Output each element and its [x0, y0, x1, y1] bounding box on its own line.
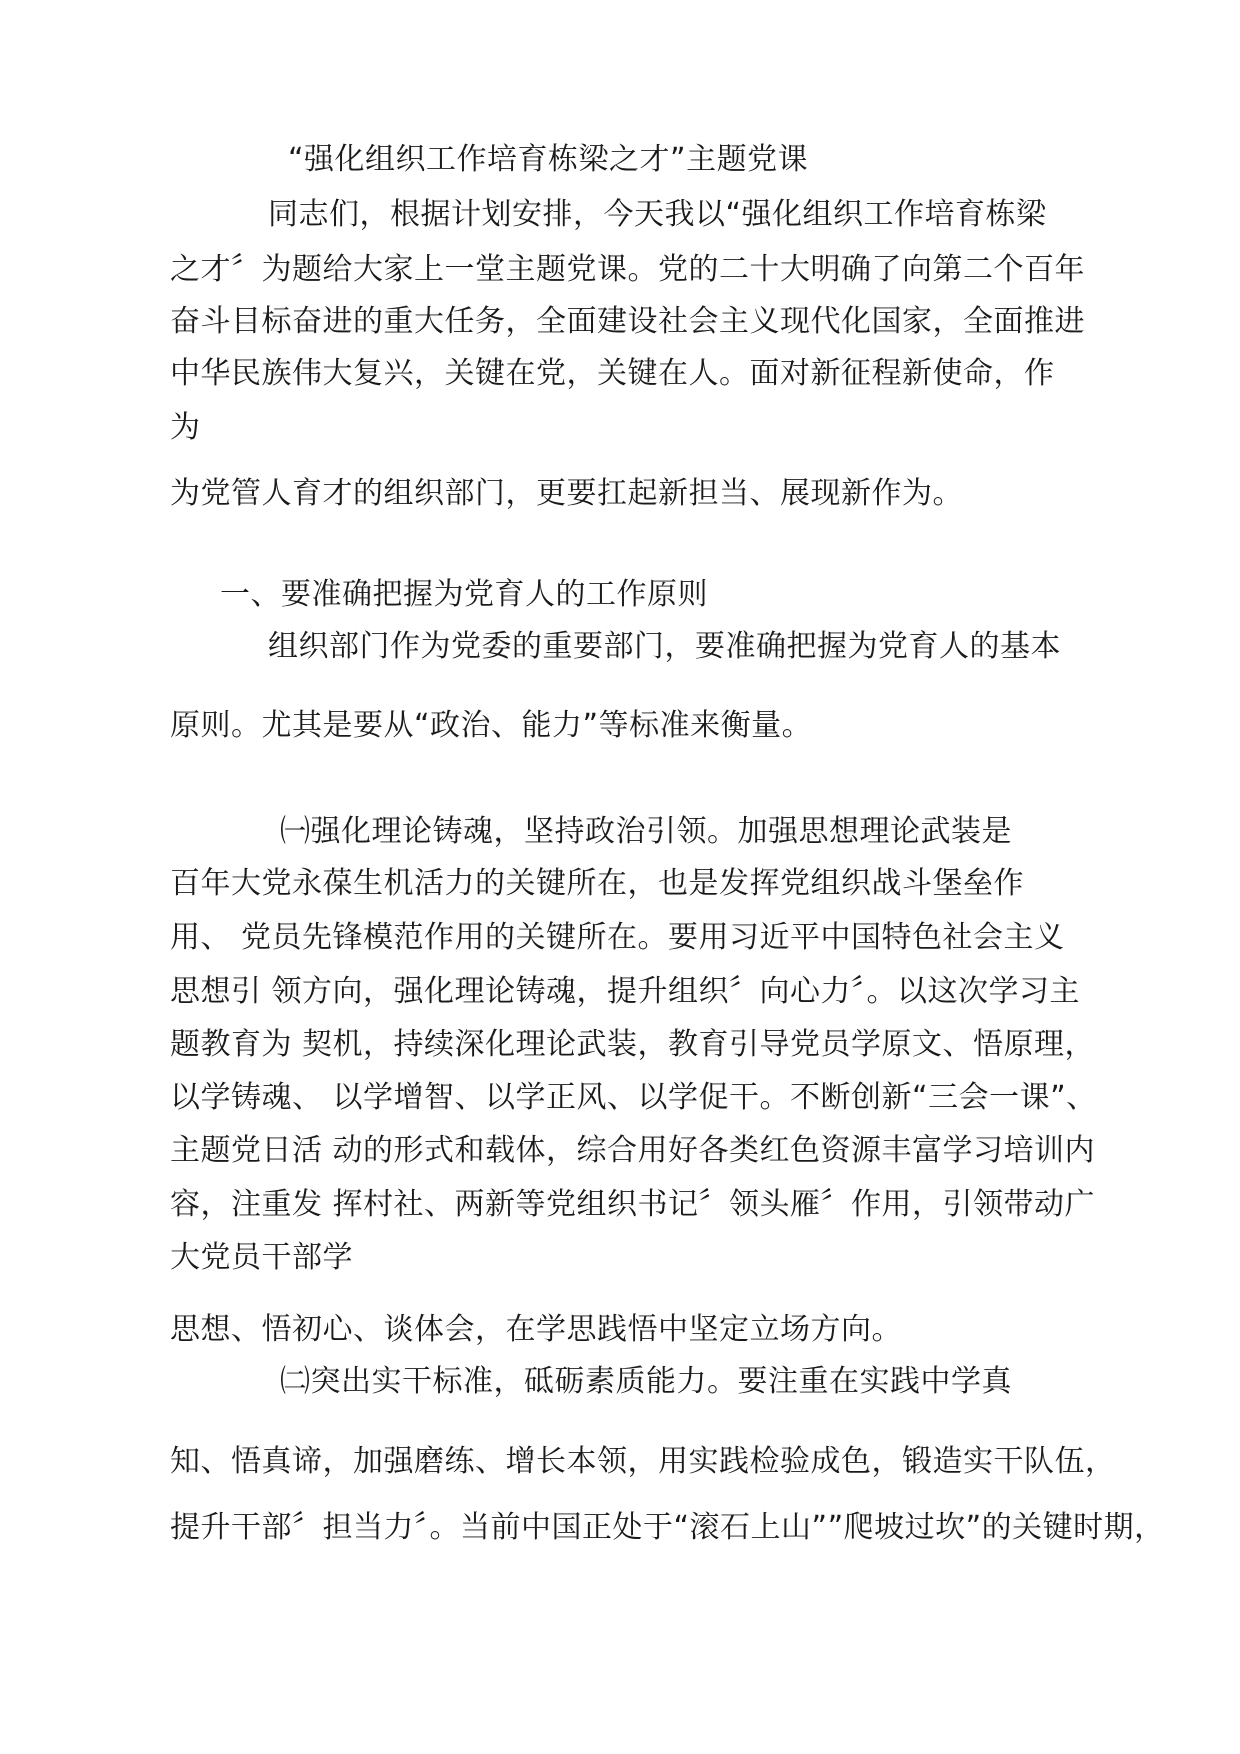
document-title: “强化组织工作培育栋梁之才”主题党课 — [288, 142, 809, 177]
paragraph-3-line-7: 主题党日活 动的形式和载体，综合用好各类红色资源丰富学习培训内 — [170, 1133, 1096, 1168]
paragraph-4-line-3: 提升干部〞担当力〞。当前中国正处于“滚石上山””爬坡过坎”的关键时期， — [170, 1510, 1165, 1545]
paragraph-3-line-2: 百年大党永葆生机活力的关键所在，也是发挥党组织战斗堡垒作 — [170, 866, 1024, 901]
paragraph-2-line-1: 组织部门作为党委的重要部门，要准确把握为党育人的基本 — [268, 629, 1061, 664]
paragraph-3-line-6: 以学铸魂、 以学增智、以学正风、以学促干。不断创新“三会一课”、 — [170, 1080, 1097, 1115]
paragraph-2-line-2: 原则。尤其是要从“政治、能力”等标准来衡量。 — [170, 708, 813, 743]
paragraph-1-line-3: 奋斗目标奋进的重大任务，全面建设社会主义现代化国家，全面推进 — [170, 304, 1085, 339]
paragraph-3-line-8: 容，注重发 挥村社、两新等党组织书记〞领头雁〞作用，引领带动广 — [170, 1187, 1096, 1222]
section-heading-1: 一、要准确把握为党育人的工作原则 — [220, 577, 708, 612]
paragraph-1-line-5: 为 — [170, 410, 201, 445]
paragraph-3-line-5: 题教育为 契机，持续深化理论武装，教育引导党员学原文、悟原理， — [170, 1027, 1096, 1062]
paragraph-3-line-3: 用、 党员先锋模范作用的关键所在。要用习近平中国特色社会主义 — [170, 920, 1065, 955]
paragraph-4-line-1: ㈡突出实干标准，砥砺素质能力。要注重在实践中学真 — [280, 1364, 1012, 1399]
paragraph-3-line-10: 思想、悟初心、谈体会，在学思践悟中坚定立场方向。 — [170, 1312, 902, 1347]
paragraph-3-line-9: 大党员干部学 — [170, 1240, 353, 1275]
paragraph-1-line-4: 中华民族伟大复兴，关键在党，关键在人。面对新征程新使命，作 — [170, 356, 1055, 391]
paragraph-1-line-1: 同志们，根据计划安排，今天我以“强化组织工作培育栋梁 — [268, 197, 1047, 232]
paragraph-3-line-1: ㈠强化理论铸魂，坚持政治引领。加强思想理论武装是 — [280, 814, 1012, 849]
paragraph-1-line-2: 之才〞为题给大家上一堂主题党课。党的二十大明确了向第二个百年 — [170, 252, 1085, 287]
paragraph-4-line-2: 知、悟真谛，加强磨练、增长本领，用实践检验成色，锻造实干队伍， — [170, 1444, 1116, 1479]
paragraph-1-line-6: 为党管人育才的组织部门，更要扛起新担当、展现新作为。 — [170, 476, 963, 511]
paragraph-3-line-4: 思想引 领方向，强化理论铸魂，提升组织〞向心力〞。以这次学习主 — [170, 974, 1081, 1009]
